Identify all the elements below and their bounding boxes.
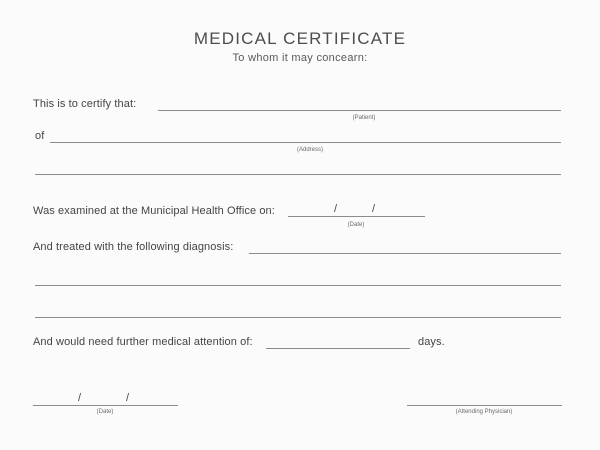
certify-label: This is to certify that: [33,98,137,110]
address-line-2[interactable] [35,174,561,175]
diagnosis-label: And treated with the following diagnosis: [33,241,234,253]
certificate-subtitle: To whom it may concearn: [232,52,368,64]
patient-name-line[interactable] [158,110,561,111]
exam-date-separator-2: / [372,203,376,215]
signature-date-separator-1: / [78,392,82,404]
physician-signature-line[interactable] [407,405,562,406]
signature-date-separator-2: / [126,392,130,404]
patient-caption: (Patient) [352,115,376,121]
exam-date-separator-1: / [334,203,338,215]
exam-date-caption: (Date) [347,222,365,228]
of-label: of [35,130,45,142]
diagnosis-line-3[interactable] [35,317,561,318]
exam-date-line[interactable] [288,216,425,217]
diagnosis-line-2[interactable] [35,285,561,286]
physician-caption: (Attending Physician) [455,409,513,415]
attention-label: And would need further medical attention of: [33,336,253,348]
certificate-title: MEDICAL CERTIFICATE [193,29,407,48]
address-line[interactable] [50,142,561,143]
address-caption: (Address) [296,147,323,153]
diagnosis-line-1[interactable] [249,253,561,254]
examined-label: Was examined at the Municipal Health Office on: [33,205,275,217]
attention-days-line[interactable] [266,348,410,349]
signature-date-line[interactable] [33,405,178,406]
days-label: days. [418,336,445,348]
signature-date-caption: (Date) [96,409,114,415]
